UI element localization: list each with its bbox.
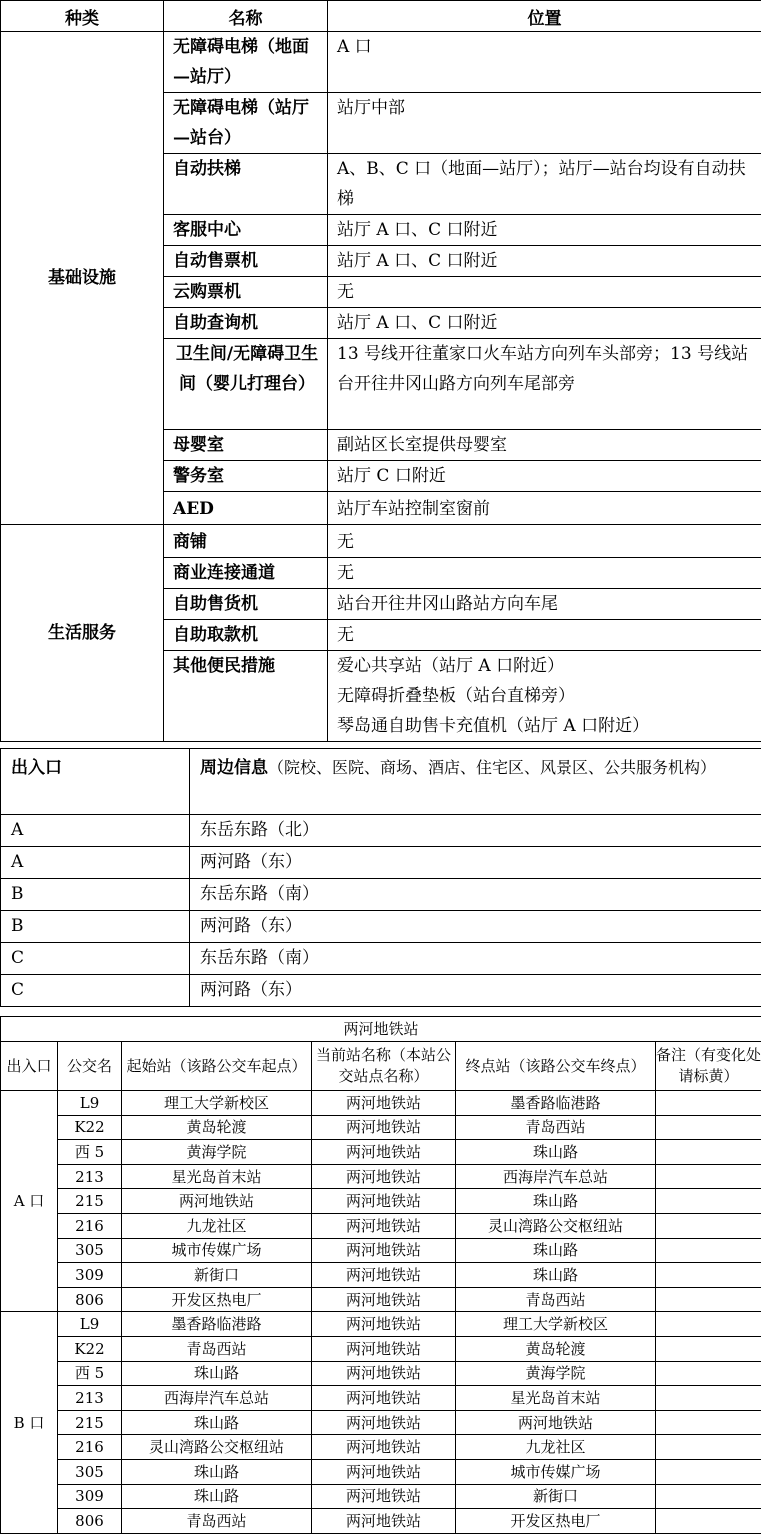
bus-current-cell: 两河地铁站 [312,1509,456,1534]
table-row [1,32,761,93]
facility-location: 无 [328,525,761,558]
bus-end-cell: 城市传媒广场 [456,1459,656,1484]
bus-current-cell: 两河地铁站 [312,1238,456,1263]
bus-current-cell: 两河地铁站 [312,1361,456,1386]
bus-current-cell: 两河地铁站 [312,1435,456,1460]
bus-route-cell: 806 [58,1287,122,1312]
info-cell: 东岳东路（北） [190,815,761,847]
table-row [1,879,761,911]
bus-end-cell: 西海岸汽车总站 [456,1164,656,1189]
bus-table-body [1,1091,761,1534]
header-info-note: （院校、医院、商场、酒店、住宅区、风景区、公共服务机构） [268,758,717,777]
facility-location: A 口 [328,32,761,93]
header-entrance: 出入口 [1,749,190,815]
entrance-cell: A [1,847,190,879]
facility-name: 自助查询机 [164,308,328,339]
bus-note-cell [656,1484,761,1509]
entrance-cell: B [1,911,190,943]
table-row [1,1189,761,1214]
info-cell: 两河路（东） [190,847,761,879]
bus-note-cell [656,1509,761,1534]
bus-start-cell: 星光岛首末站 [122,1164,312,1189]
facility-location: 无 [328,277,761,308]
facility-location: 站厅 A 口、C 口附近 [328,308,761,339]
facility-location: 13 号线开往董家口火车站方向列车头部旁；13 号线站台开往井冈山路方向列车尾部旁 [328,339,761,430]
bus-note-cell [656,1386,761,1411]
facility-location [328,651,761,742]
facility-location: 副站区长室提供母婴室 [328,430,761,461]
facility-location: 站台开往井冈山路站方向车尾 [328,589,761,620]
bus-end-cell: 灵山湾路公交枢纽站 [456,1213,656,1238]
table-row [1,975,761,1007]
table-header-row [1,1,761,32]
table-row [1,1361,761,1386]
table-row [1,1459,761,1484]
bus-start-cell: 城市传媒广场 [122,1238,312,1263]
bus-note-cell [656,1361,761,1386]
table-row [1,815,761,847]
bus-start-cell: 理工大学新校区 [122,1091,312,1116]
bus-note-cell [656,1189,761,1214]
facility-name: 商铺 [164,525,328,558]
bus-current-cell: 两河地铁站 [312,1459,456,1484]
bus-end-cell: 珠山路 [456,1263,656,1288]
facility-name: 自动售票机 [164,246,328,277]
facility-name: 其他便民措施 [164,651,328,742]
bus-route-cell: 216 [58,1213,122,1238]
facility-location: 站厅 C 口附近 [328,461,761,492]
table-row [1,1263,761,1288]
bus-current-cell: 两河地铁站 [312,1140,456,1165]
bus-route-cell: 309 [58,1263,122,1288]
table-header-row [1,1042,761,1091]
bus-note-cell [656,1435,761,1460]
bus-current-cell: 两河地铁站 [312,1287,456,1312]
facility-location: 无 [328,558,761,589]
bus-route-cell: 305 [58,1459,122,1484]
bus-route-cell: 西 5 [58,1361,122,1386]
bus-end-cell: 墨香路临港路 [456,1091,656,1116]
header-location: 位置 [328,1,761,32]
info-cell: 东岳东路（南） [190,943,761,975]
bus-note-cell [656,1213,761,1238]
bus-start-cell: 黄海学院 [122,1140,312,1165]
header-route: 公交名 [58,1042,122,1091]
header-start: 起始站（该路公交车起点） [122,1042,312,1091]
header-name: 名称 [164,1,328,32]
bus-start-cell: 珠山路 [122,1410,312,1435]
facility-name: 自动扶梯 [164,154,328,215]
entrance-cell: B [1,879,190,911]
bus-note-cell [656,1263,761,1288]
bus-end-cell: 珠山路 [456,1238,656,1263]
bus-route-cell: 309 [58,1484,122,1509]
bus-current-cell: 两河地铁站 [312,1091,456,1116]
table-row [1,1287,761,1312]
bus-end-cell: 珠山路 [456,1189,656,1214]
info-cell: 两河路（东） [190,911,761,943]
table-row [1,1140,761,1165]
table-header-row [1,749,761,815]
facility-location: 站厅车站控制室窗前 [328,492,761,525]
table-row [1,1435,761,1460]
bus-entrance-cell: B 口 [1,1312,58,1533]
bus-note-cell [656,1115,761,1140]
bus-start-cell: 两河地铁站 [122,1189,312,1214]
bus-end-cell: 青岛西站 [456,1287,656,1312]
bus-route-cell: 305 [58,1238,122,1263]
table-row [1,525,761,558]
header-note: 备注（有变化处请标黄） [656,1042,761,1091]
header-entrance: 出入口 [1,1042,58,1091]
bus-route-cell: L9 [58,1312,122,1337]
bus-end-cell: 青岛西站 [456,1115,656,1140]
bus-current-cell: 两河地铁站 [312,1336,456,1361]
bus-note-cell [656,1410,761,1435]
facility-location: 站厅 A 口、C 口附近 [328,215,761,246]
bus-route-cell: L9 [58,1091,122,1116]
table-row [1,1336,761,1361]
facility-name: 母婴室 [164,430,328,461]
bus-start-cell: 青岛西站 [122,1509,312,1534]
bus-start-cell: 珠山路 [122,1484,312,1509]
table-row [1,1484,761,1509]
bus-note-cell [656,1336,761,1361]
bus-end-cell: 星光岛首末站 [456,1386,656,1411]
bus-start-cell: 珠山路 [122,1459,312,1484]
table-row [1,1410,761,1435]
facility-name: 自助取款机 [164,620,328,651]
bus-route-cell: 216 [58,1435,122,1460]
bus-end-cell: 理工大学新校区 [456,1312,656,1337]
facility-name: 云购票机 [164,277,328,308]
table-row [1,1238,761,1263]
facility-location: 站厅中部 [328,93,761,154]
facility-name: 自助售货机 [164,589,328,620]
bus-current-cell: 两河地铁站 [312,1115,456,1140]
bus-end-cell: 开发区热电厂 [456,1509,656,1534]
facility-name: 警务室 [164,461,328,492]
bus-start-cell: 九龙社区 [122,1213,312,1238]
header-info [190,749,761,815]
bus-note-cell [656,1287,761,1312]
bus-entrance-cell: A 口 [1,1091,58,1312]
bus-start-cell: 珠山路 [122,1361,312,1386]
table-row [1,1164,761,1189]
facility-location: 站厅 A 口、C 口附近 [328,246,761,277]
bus-route-cell: 806 [58,1509,122,1534]
bus-route-cell: K22 [58,1336,122,1361]
category-basic: 基础设施 [1,32,164,525]
bus-route-cell: 213 [58,1386,122,1411]
bus-note-cell [656,1140,761,1165]
bus-current-cell: 两河地铁站 [312,1213,456,1238]
bus-end-cell: 新街口 [456,1484,656,1509]
bus-note-cell [656,1164,761,1189]
facility-location: 无 [328,620,761,651]
bus-end-cell: 珠山路 [456,1140,656,1165]
facility-name: 无障碍电梯（站厅—站台） [164,93,328,154]
entrance-cell: C [1,975,190,1007]
facility-name: 卫生间/无障碍卫生间（婴儿打理台） [164,339,328,430]
bus-current-cell: 两河地铁站 [312,1263,456,1288]
bus-start-cell: 西海岸汽车总站 [122,1386,312,1411]
table-row [1,911,761,943]
facility-name: 无障碍电梯（地面—站厅） [164,32,328,93]
info-cell: 两河路（东） [190,975,761,1007]
bus-note-cell [656,1312,761,1337]
bus-route-cell: 215 [58,1410,122,1435]
header-info-title: 周边信息 [200,758,268,778]
bus-start-cell: 青岛西站 [122,1336,312,1361]
bus-route-cell: K22 [58,1115,122,1140]
table-row [1,1312,761,1337]
bus-end-cell: 两河地铁站 [456,1410,656,1435]
table-row [1,847,761,879]
bus-start-cell: 黄岛轮渡 [122,1115,312,1140]
info-cell: 东岳东路（南） [190,879,761,911]
facility-location: A、B、C 口（地面—站厅）；站厅—站台均设有自动扶梯 [328,154,761,215]
bus-current-cell: 两河地铁站 [312,1484,456,1509]
facilities-table [0,0,761,742]
bus-start-cell: 灵山湾路公交枢纽站 [122,1435,312,1460]
table-row [1,1386,761,1411]
bus-end-cell: 九龙社区 [456,1435,656,1460]
bus-current-cell: 两河地铁站 [312,1312,456,1337]
entrance-cell: A [1,815,190,847]
category-life: 生活服务 [1,525,164,742]
bus-current-cell: 两河地铁站 [312,1164,456,1189]
facility-name: 商业连接通道 [164,558,328,589]
bus-title-row [1,1017,761,1042]
bus-note-cell [656,1091,761,1116]
location-line: 无障碍折叠垫板（站台直梯旁） [337,686,575,706]
table-row [1,1509,761,1534]
location-line: 琴岛通自助售卡充值机（站厅 A 口附近） [337,716,650,736]
bus-start-cell: 开发区热电厂 [122,1287,312,1312]
table-row [1,943,761,975]
location-line: 爱心共享站（站厅 A 口附近） [337,656,565,676]
facility-name: AED [164,492,328,525]
header-end: 终点站（该路公交车终点） [456,1042,656,1091]
bus-table-title: 两河地铁站 [1,1017,761,1042]
bus-current-cell: 两河地铁站 [312,1410,456,1435]
bus-table [0,1016,761,1534]
table-row [1,1115,761,1140]
entrance-cell: C [1,943,190,975]
bus-note-cell [656,1459,761,1484]
bus-start-cell: 新街口 [122,1263,312,1288]
bus-route-cell: 西 5 [58,1140,122,1165]
bus-current-cell: 两河地铁站 [312,1386,456,1411]
header-category: 种类 [1,1,164,32]
bus-current-cell: 两河地铁站 [312,1189,456,1214]
header-current: 当前站名称（本站公交站点名称） [312,1042,456,1091]
bus-note-cell [656,1238,761,1263]
bus-end-cell: 黄岛轮渡 [456,1336,656,1361]
table-row [1,1213,761,1238]
facility-name: 客服中心 [164,215,328,246]
bus-end-cell: 黄海学院 [456,1361,656,1386]
surroundings-table [0,748,761,1007]
bus-route-cell: 215 [58,1189,122,1214]
table-row [1,1091,761,1116]
bus-route-cell: 213 [58,1164,122,1189]
bus-start-cell: 墨香路临港路 [122,1312,312,1337]
